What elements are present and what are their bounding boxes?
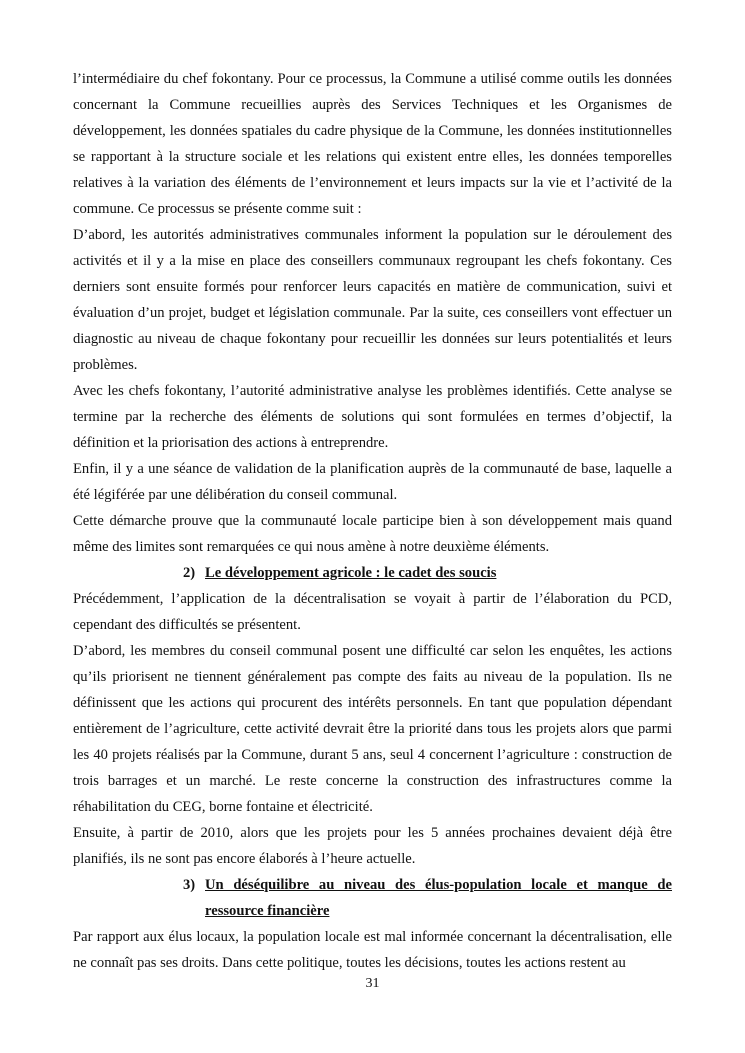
paragraph-chefs-fokontany: Avec les chefs fokontany, l’autorité administrative analyse les problèmes identifiés. Cette analyse se termine par la recherche des éléments de solutions qui sont formulées en termes d’objectif, la définition et la priorisation des actions à entreprendre. bbox=[73, 383, 672, 451]
paragraph-precedemment: Précédemment, l’application de la décentralisation se voyait à partir de l’élaboration du PCD, cependant des difficultés se présentent. bbox=[73, 591, 672, 633]
section-title: Un déséquilibre au niveau des élus-population locale et manque de ressource financière bbox=[205, 877, 672, 919]
section-heading-2 bbox=[73, 560, 672, 586]
paragraph-ensuite-2010: Ensuite, à partir de 2010, alors que les projets pour les 5 années prochaines devaient déjà être planifiés, ils ne sont pas encore élaborés à l’heure actuelle. bbox=[73, 825, 672, 867]
section-number: 2) bbox=[183, 565, 196, 581]
paragraph-dabord-autorites: D’abord, les autorités administratives communales informent la population sur le déroulement des activités et il y a la mise en place des conseillers communaux regroupant les chefs fokontany. Ces derniers sont ensuite formés pour renforcer leurs capacités en matière de communication, suivi et évaluation d’un projet, budget et législation communale. Par la suite, ces conseillers vont effectuer un diagnostic au niveau de chaque fokontany pour recueillir les données sur leurs potentialités et leurs problèmes. bbox=[73, 227, 672, 373]
paragraph-intro: l’intermédiaire du chef fokontany. Pour ce processus, la Commune a utilisé comme outils les données concernant la Commune recueillies auprès des Services Techniques et les Organismes de développement, les données spatiales du cadre physique de la Commune, les données institutionnelles se rapportant à la structure sociale et les relations qui existent entre elles, les données temporelles relatives à la variation des éléments de l’environnement et leurs impacts sur la vie et l’activité de la commune. Ce processus se présente comme suit : bbox=[73, 71, 672, 217]
paragraph-demarche: Cette démarche prouve que la communauté locale participe bien à son développement mais quand même des limites sont remarquées ce qui nous amène à notre deuxième éléments. bbox=[73, 513, 672, 555]
section-number: 3) bbox=[183, 877, 196, 893]
section-title: Le développement agricole : le cadet des soucis bbox=[205, 565, 497, 581]
paragraph-enfin-validation: Enfin, il y a une séance de validation de la planification auprès de la communauté de base, laquelle a été légiférée par une délibération du conseil communal. bbox=[73, 461, 672, 503]
page-number: 31 bbox=[365, 976, 380, 991]
body-text bbox=[73, 66, 672, 976]
paragraph-dabord-conseil: D’abord, les membres du conseil communal posent une difficulté car selon les enquêtes, les actions qu’ils priorisent ne tiennent généralement pas compte des faits au niveau de la population. Ils ne définissent que les actions qui procurent des intérêts personnels. En tant que population dépendant entièrement de l’agriculture, cette activité devrait être la priorité dans tous les projets alors que parmi les 40 projets réalisés par la Commune, durant 5 ans, seul 4 concernent l’agriculture : construction de trois barrages et un marché. Le reste concerne la construction des infrastructures comme la réhabilitation du CEG, borne fontaine et électricité. bbox=[73, 643, 672, 815]
paragraph-elus-locaux: Par rapport aux élus locaux, la population locale est mal informée concernant la décentralisation, elle ne connaît pas ses droits. Dans cette politique, toutes les décisions, toutes les actions restent au bbox=[73, 929, 672, 971]
section-heading-3 bbox=[73, 872, 672, 924]
